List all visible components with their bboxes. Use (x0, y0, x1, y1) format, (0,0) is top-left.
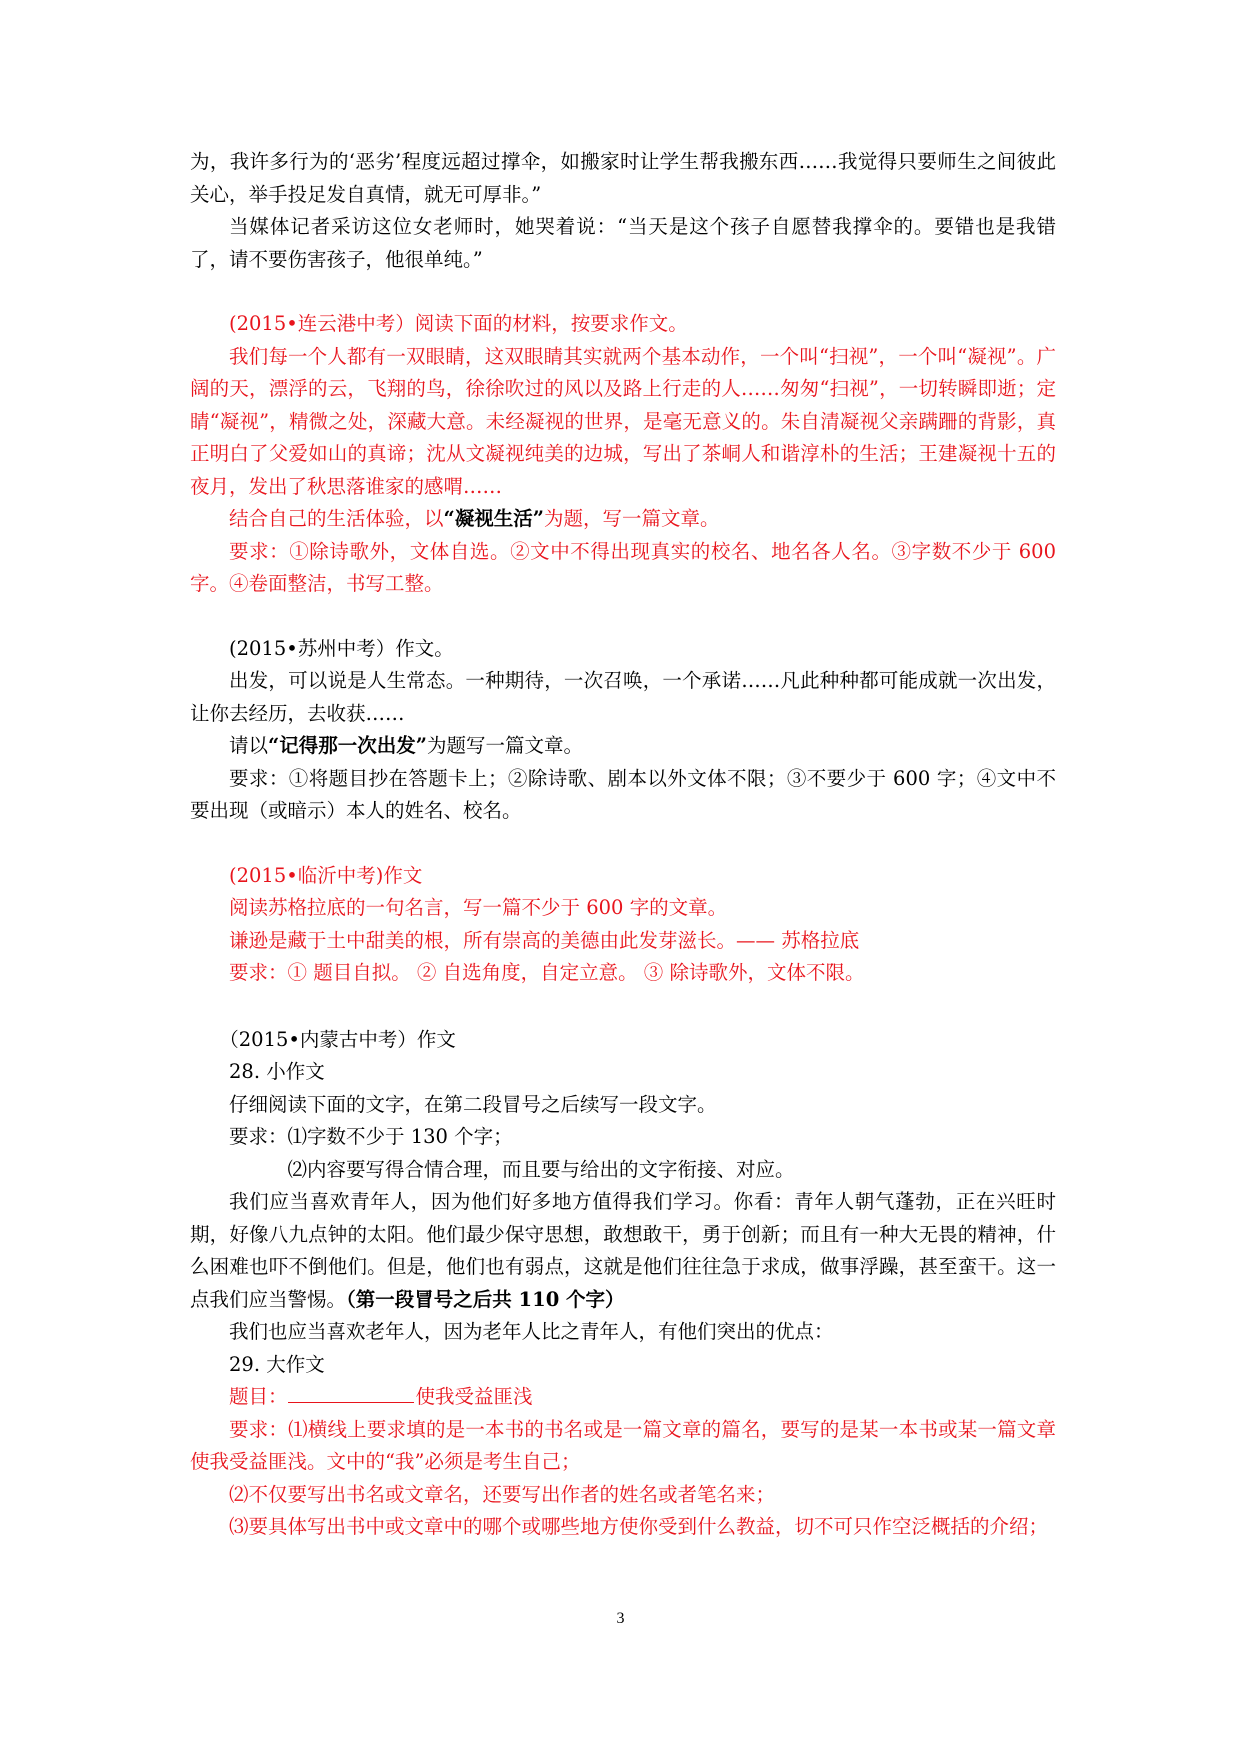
question-linyi (190, 860, 1056, 990)
title-blank (288, 1384, 414, 1403)
question-suzhou (190, 633, 1056, 828)
instruction-line: 阅读苏格拉底的一句名言，写一篇不少于 600 字的文章。 (229, 896, 728, 919)
requirements: 要求：① 题目自拟。 ② 自选角度，自定立意。 ③ 除诗歌外，文体不限。 (229, 961, 865, 984)
requirement-1: 要求：⑴字数不少于 130 个字； (229, 1125, 513, 1148)
requirements: 要求：①除诗歌外，文体自选。②文中不得出现真实的校名、地名各人名。③字数不少于 600 字。④卷面整洁，书写工整。 (190, 539, 1056, 595)
question-header: (2015•苏州中考）作文。 (229, 636, 454, 660)
quote-line: 谦逊是藏于土中甜美的根，所有崇高的美德由此发芽滋长。—— 苏格拉底 (229, 928, 860, 952)
requirements: 要求：①将题目抄在答题卡上；②除诗歌、剧本以外文体不限；③不要少于 600 字；④文中不要出现（或暗示）本人的姓名、校名。 (190, 766, 1056, 822)
question-header: (2015•临沂中考)作文 (229, 863, 423, 887)
question-neimenggu (190, 1024, 1056, 1544)
requirement-r2: ⑵不仅要写出书名或文章名，还要写出作者的姓名或者笔名来； (229, 1482, 776, 1506)
instruction-line: 仔细阅读下面的文字，在第二段冒号之后续写一段文字。 (229, 1092, 717, 1116)
question-header: (2015•连云港中考）阅读下面的材料，按要求作文。 (229, 312, 688, 335)
title-line: 题目： 使我受益匪浅 (229, 1385, 533, 1408)
passage-para-1: 我们应当喜欢青年人，因为他们好多地方值得我们学习。你看：青年人朝气蓬勃，正在兴旺时期，好像八九点钟的太阳。他们最少保守思想，敢想敢干，勇于创新；而且有一种大无畏的精神，什么困难也吓不倒他们。但是，他们也有弱点，这就是他们往往急于求成，做事浮躁，甚至蛮干。这一点我们应当警惕。（第一段冒号之后共 110 个字） (190, 1190, 1056, 1311)
sub-question-28: 28. 小作文 (229, 1060, 325, 1083)
intro-para-1: 为，我许多行为的‘恶劣’程度远超过撑伞，如搬家时让学生帮我搬东西……我觉得只要师生之间彼此关心，举手投足发自真情，就无可厚非。” (190, 150, 1056, 206)
task-line: 请以“记得那一次出发”为题写一篇文章。 (229, 734, 583, 757)
requirement-2: ⑵内容要写得合情合理，而且要与给出的文字衔接、对应。 (287, 1157, 795, 1181)
essay-title: “记得那一次出发” (268, 734, 427, 757)
passage-para-2: 我们也应当喜欢老年人，因为老年人比之青年人，有他们突出的优点： (229, 1320, 834, 1343)
requirement-r1: 要求：⑴横线上要求填的是一本书的书名或是一篇文章的篇名，要写的是某一本书或某一篇文章使我受益匪浅。文中的“我”必须是考生自己； (190, 1417, 1056, 1473)
sub-question-29: 29. 大作文 (229, 1352, 325, 1376)
essay-title: “凝视生活” (443, 507, 544, 530)
intro-para-2: 当媒体记者采访这位女老师时，她哭着说：“当天是这个孩子自愿替我撑伞的。要错也是我错了，请不要伤害孩子，他很单纯。” (190, 215, 1056, 271)
requirement-r3: ⑶要具体写出书中或文章中的哪个或哪些地方使你受到什么教益，切不可只作空泛概括的介绍； (229, 1515, 1049, 1538)
document-body (190, 146, 1056, 1544)
question-lianyungang (190, 308, 1056, 601)
page-number: 3 (616, 1610, 625, 1627)
word-count-note: （第一段冒号之后共 110 个字） (346, 1287, 625, 1311)
material-para: 我们每一个人都有一双眼睛，这双眼睛其实就两个基本动作，一个叫“扫视”，一个叫“凝视”。广阔的天，漂浮的云，飞翔的鸟，徐徐吹过的风以及路上行走的人……匆匆“扫视”，一切转瞬即逝；定睛“凝视”，精微之处，深藏大意。未经凝视的世界，是毫无意义的。朱自清凝视父亲蹒跚的背影，真正明白了父爱如山的真谛；沈从文凝视纯美的边城，写出了茶峒人和谐淳朴的生活；王建凝视十五的夜月，发出了秋思落谁家的感喟…… (190, 344, 1056, 498)
task-line: 结合自己的生活体验，以“凝视生活”为题，写一篇文章。 (229, 507, 720, 530)
question-header: （2015•内蒙古中考）作文 (219, 1027, 456, 1051)
material-para: 出发，可以说是人生常态。一种期待，一次召唤，一个承诺……凡此种种都可能成就一次出发，让你去经历，去收获…… (190, 669, 1056, 725)
